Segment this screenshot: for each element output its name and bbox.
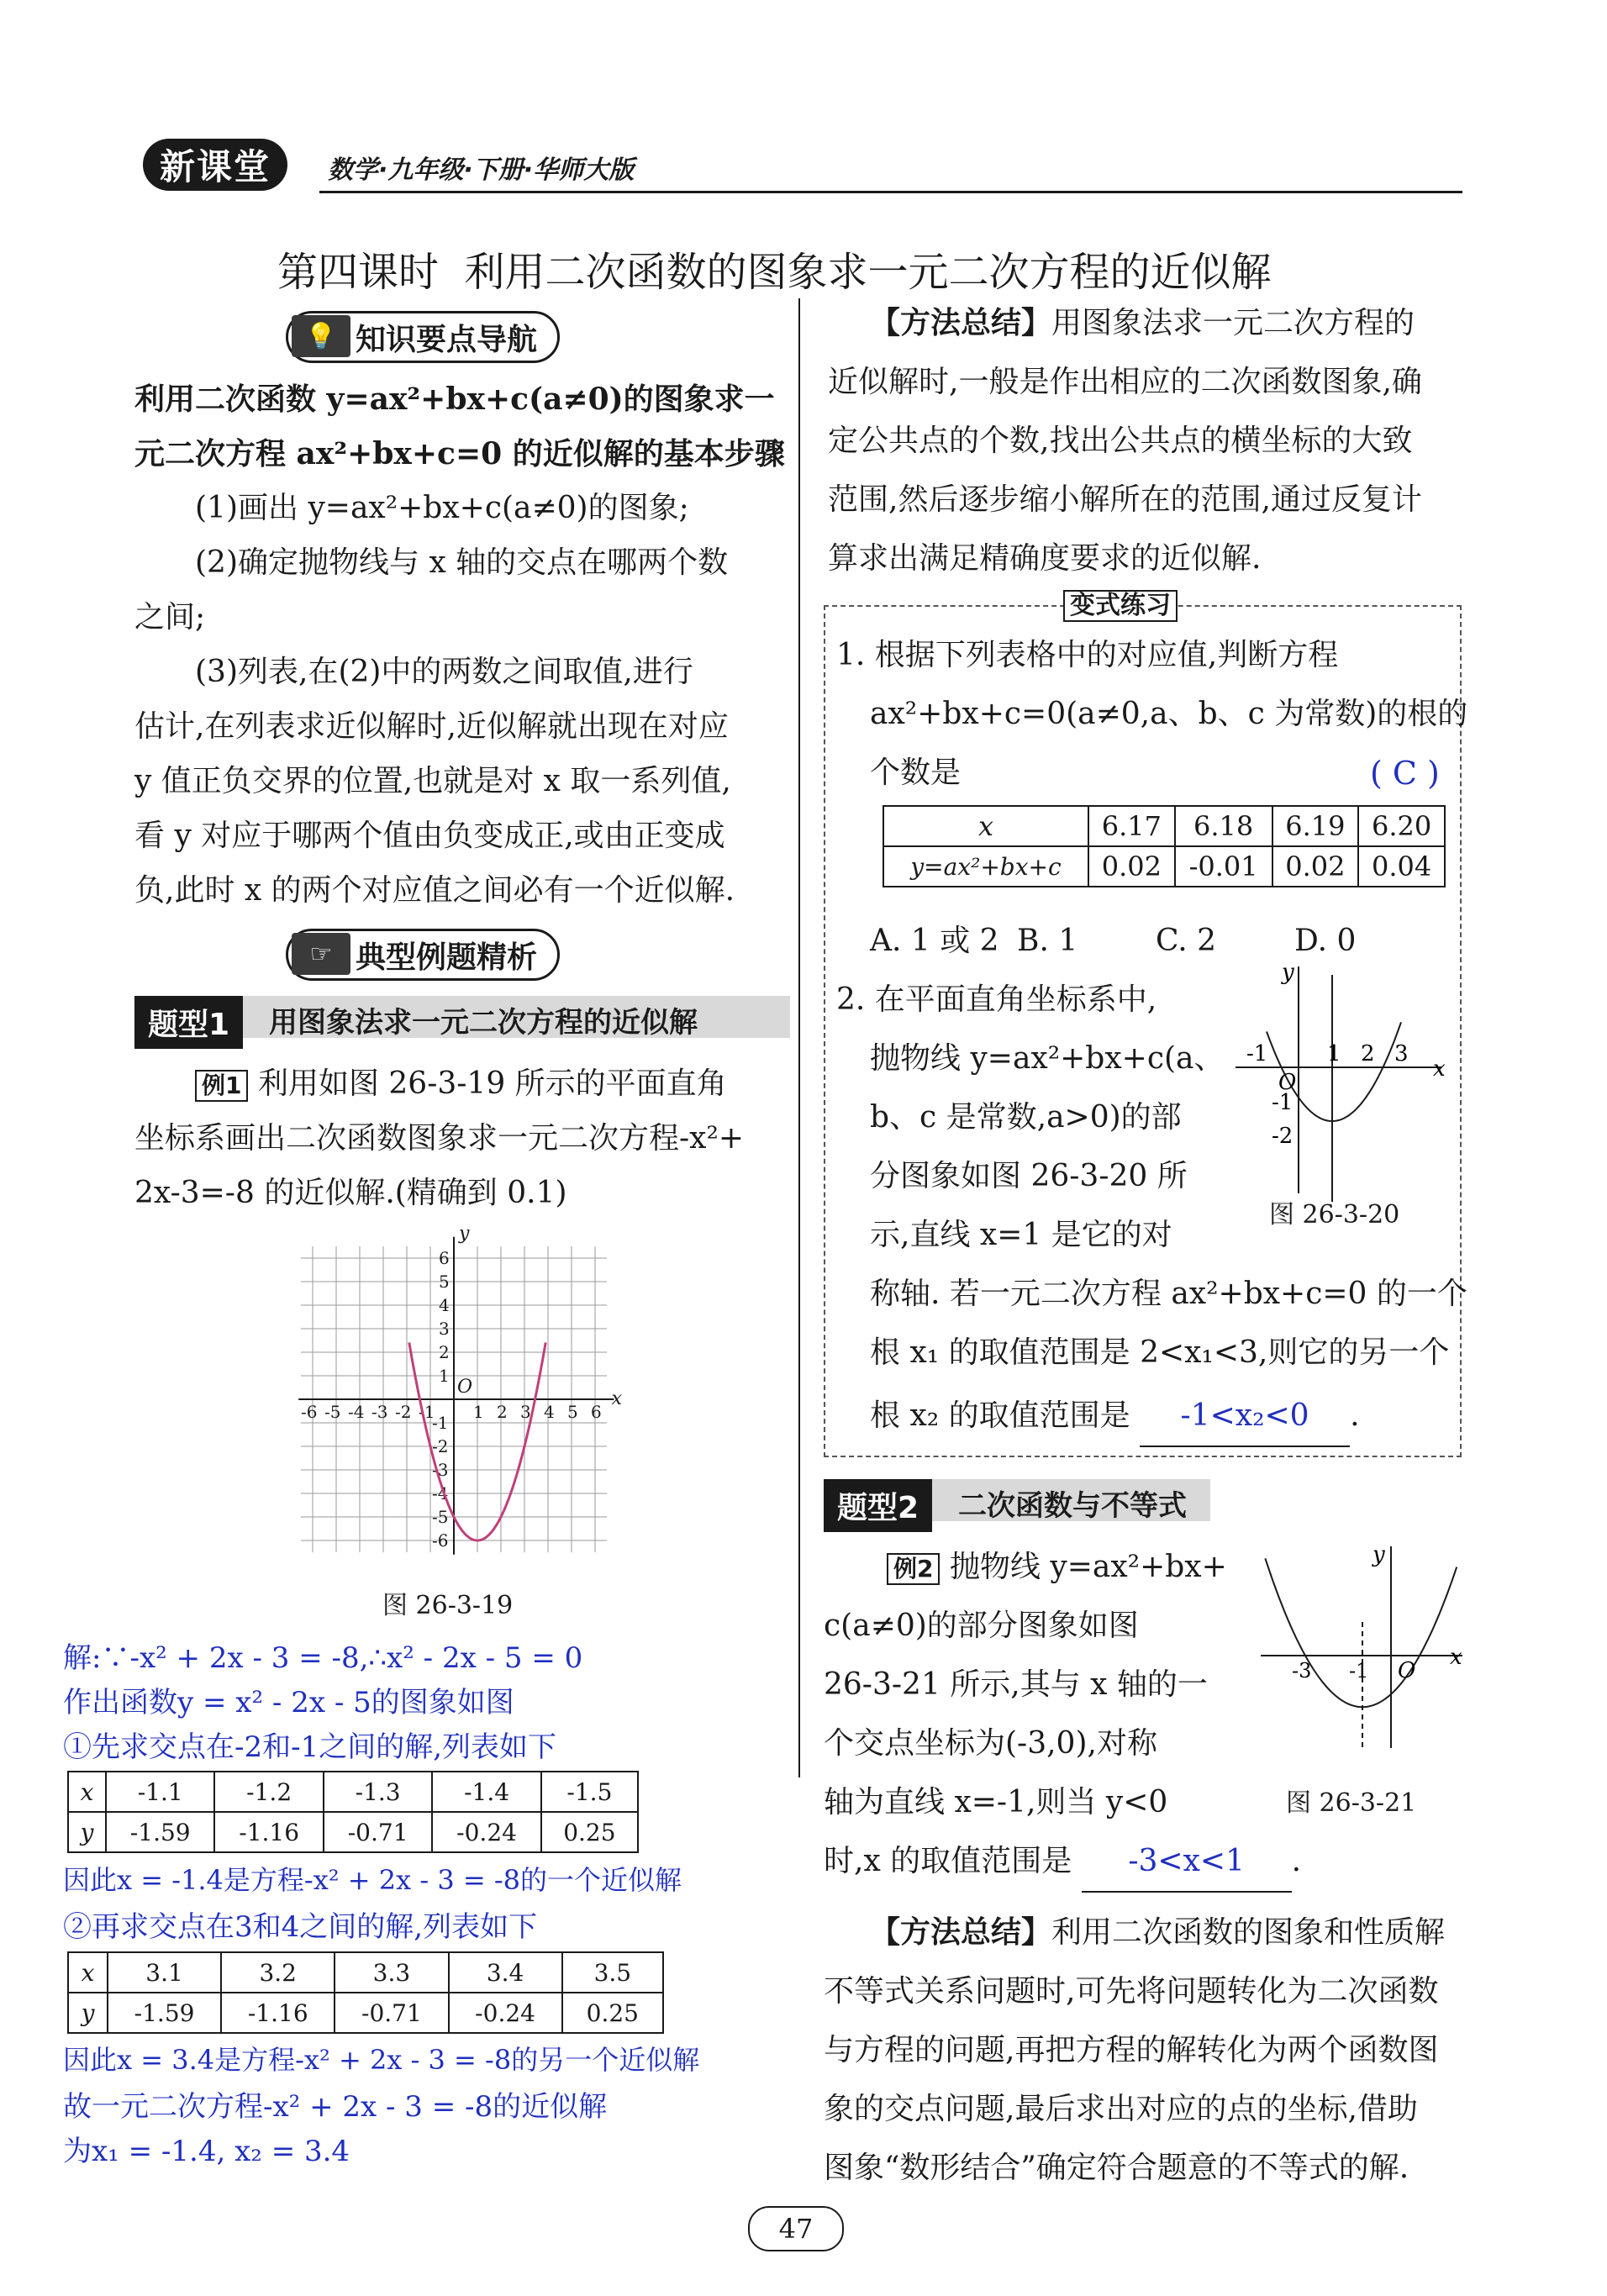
type1-bar: [134, 996, 790, 1042]
x-tick-label: -4: [348, 1402, 365, 1422]
table-cell: 3.4: [449, 1952, 562, 1993]
x-tick-label: 5: [567, 1402, 578, 1422]
y-tick-label: 2: [439, 1342, 450, 1362]
q1-option-a: A. 1 或 2: [870, 924, 999, 958]
solution-line2: 作出函数y = x² - 2x - 5的图象如图: [63, 1686, 514, 1719]
solution-line5: ②再求交点在3和4之间的解,列表如下: [63, 1910, 538, 1944]
fig21-content: [1261, 1542, 1462, 1748]
type1-tag: 题型1: [134, 996, 243, 1049]
example1-line1: [195, 1055, 727, 1114]
type2-bar: [824, 1479, 1210, 1525]
table-cell: x: [883, 806, 1088, 846]
method1-line4: 范围,然后逐步缩小解所在的范围,通过反复计: [828, 482, 1422, 517]
header: [126, 139, 1462, 197]
x-tick-label: -1: [419, 1402, 435, 1422]
header-subtitle: 数学·九年级·下册·华师大版: [328, 155, 635, 185]
y-tick-label: 5: [439, 1272, 450, 1292]
table-cell: 0.02: [1272, 846, 1359, 887]
table-cell: -1.2: [214, 1772, 323, 1812]
figure-26-3-20: [1227, 958, 1454, 1210]
origin-label: O: [457, 1377, 473, 1398]
table-cell: -1.5: [541, 1772, 638, 1812]
x-axis-label: x: [1450, 1645, 1462, 1670]
example2-line3: 26-3-21 所示,其与 x 轴的一: [824, 1667, 1208, 1702]
table-cell: 0.02: [1088, 846, 1175, 887]
type2-title: 二次函数与不等式: [958, 1489, 1187, 1523]
x-tick-label: 1: [473, 1402, 484, 1422]
q2-line2: 抛物线 y=ax²+bx+c(a、: [870, 1041, 1225, 1076]
method2-line2: 不等式关系问题时,可先将问题转化为二次函数: [824, 1974, 1439, 2009]
knowledge-bold-line1: 利用二次函数 y=ax²+bx+c(a≠0)的图象求一: [134, 382, 775, 417]
table-cell: x: [68, 1952, 108, 1993]
q2-line8-suffix: .: [1350, 1398, 1360, 1433]
table-cell: 6.19: [1272, 806, 1359, 846]
method1-text1: 用图象法求一元二次方程的: [1051, 306, 1415, 340]
knowledge-step2b: 之间;: [134, 600, 206, 635]
table-cell: -0.71: [335, 1993, 448, 2033]
y-tick-label: 4: [439, 1295, 450, 1315]
method1-line3: 定公共点的个数,找出公共点的横坐标的大致: [828, 424, 1413, 458]
x-axis-label: x: [611, 1388, 623, 1409]
knowledge-step2a: (2)确定抛物线与 x 轴的交点在哪两个数: [195, 545, 729, 580]
method1-line5: 算求出满足精确度要求的近似解.: [828, 541, 1262, 576]
example2-text1: 抛物线 y=ax²+bx+: [949, 1550, 1227, 1584]
page-number: 47: [778, 2213, 814, 2245]
fig20-caption: 图 26-3-20: [1269, 1200, 1400, 1230]
solution-line4: 因此x = -1.4是方程-x² + 2x - 3 = -8的一个近似解: [63, 1864, 682, 1896]
knowledge-step3c: y 值正负交界的位置,也就是对 x 取一系列值,: [134, 764, 731, 798]
y-tick-label: -5: [432, 1507, 449, 1527]
q1-option-b: B. 1: [1017, 924, 1078, 958]
y-tick-label: 3: [439, 1319, 450, 1339]
figure-26-3-21: [1252, 1538, 1471, 1756]
table-cell: -0.24: [432, 1812, 540, 1852]
knowledge-step3d: 看 y 对应于哪两个值由负变成正,或由正变成: [134, 819, 725, 853]
knowledge-step3e: 负,此时 x 的两个对应值之间必有一个近似解.: [134, 873, 735, 908]
knowledge-heading: 💡 知识要点导航: [286, 311, 560, 363]
type2-tag: 题型2: [824, 1479, 932, 1532]
column-divider: [798, 298, 800, 1777]
example2-line6: [824, 1832, 1301, 1893]
method2-line4: 象的交点问题,最后求出对应的点的坐标,借助: [824, 2092, 1418, 2126]
x-tick-label: 4: [544, 1402, 555, 1422]
q1-answer: ( C ): [1370, 755, 1440, 792]
q2-line1: 2. 在平面直角坐标系中,: [836, 982, 1157, 1017]
method1-line2: 近似解时,一般是作出相应的二次函数图象,确: [828, 365, 1422, 399]
table-cell: -1.59: [106, 1812, 214, 1852]
knowledge-step3b: 估计,在列表求近似解时,近似解就出现在对应: [134, 709, 729, 744]
method2-line1: [870, 1904, 1445, 1962]
y-axis-label: y: [459, 1223, 470, 1245]
examples-heading: ☞ 典型例题精析: [286, 929, 560, 981]
y-tick-label: -3: [432, 1460, 449, 1480]
q2-line8-prefix: 根 x₂ 的取值范围是: [870, 1398, 1130, 1433]
origin-label: O: [1398, 1658, 1416, 1683]
q1-option-d: D. 0: [1294, 924, 1357, 958]
x-tick-label: 2: [497, 1402, 508, 1422]
table-cell: -1.16: [221, 1993, 335, 2033]
example2-line5: 轴为直线 x=-1,则当 y<0: [824, 1785, 1168, 1819]
parabola: [1265, 1558, 1457, 1707]
table-cell: y=ax²+bx+c: [883, 846, 1088, 887]
q1-option-c: C. 2: [1156, 924, 1217, 958]
practice-label: 变式练习: [1063, 590, 1178, 622]
method2-line5: 图象“数形结合”确定符合题意的不等式的解.: [824, 2151, 1409, 2185]
x-tick-label: -5: [324, 1402, 341, 1422]
example1-label: 例1: [195, 1070, 248, 1102]
solution-table2-row-x: [68, 1952, 663, 1993]
knowledge-step1: (1)画出 y=ax²+bx+c(a≠0)的图象;: [195, 491, 689, 525]
q1-table-row-y: [883, 846, 1445, 887]
y-tick-label: -1: [432, 1413, 449, 1433]
example2-label: 例2: [887, 1553, 940, 1585]
method2-line3: 与方程的问题,再把方程的解转化为两个函数图: [824, 2033, 1439, 2067]
y-tick-label: -2: [1272, 1124, 1294, 1149]
q2-line4: 分图象如图 26-3-20 所: [870, 1159, 1188, 1193]
origin-label: O: [1278, 1070, 1297, 1095]
figure-26-3-19: [294, 1223, 630, 1584]
table-cell: 6.18: [1175, 806, 1272, 846]
table-cell: 3.2: [221, 1952, 335, 1993]
y-tick-label: -1: [1272, 1090, 1294, 1115]
x-tick-label: -3: [1292, 1659, 1312, 1683]
q2-line5: 示,直线 x=1 是它的对: [870, 1218, 1172, 1252]
table-cell: 6.17: [1088, 806, 1175, 846]
table-cell: 0.25: [562, 1993, 663, 2033]
table-cell: y: [68, 1993, 108, 2033]
q2-line3: b、c 是常数,a>0)的部: [870, 1100, 1182, 1135]
solution-line3: ①先求交点在-2和-1之间的解,列表如下: [63, 1730, 557, 1764]
fig19-axes: [298, 1237, 614, 1555]
q1-line2: ax²+bx+c=0(a≠0,a、b、c 为常数)的根的: [870, 697, 1468, 731]
table-cell: y: [68, 1812, 106, 1852]
q1-line3: 个数是: [870, 756, 962, 790]
method1-line1: [870, 294, 1415, 353]
y-axis-label: y: [1282, 960, 1294, 985]
table-cell: x: [68, 1772, 106, 1812]
q2-answer-blank: -1<x₂<0: [1140, 1387, 1350, 1447]
x-tick-label: 3: [520, 1402, 531, 1422]
knowledge-bold-line2: 元二次方程 ax²+bx+c=0 的近似解的基本步骤: [134, 436, 785, 471]
header-rule: [319, 191, 1462, 193]
table-cell: -1.4: [432, 1772, 540, 1812]
table-cell: -1.3: [324, 1772, 432, 1812]
example1-line2: 坐标系画出二次函数图象求一元二次方程-x²+: [134, 1121, 745, 1156]
fig19-tick-labels: [301, 1224, 623, 1551]
example2-line6-suffix: .: [1291, 1844, 1302, 1878]
fig21-caption: 图 26-3-21: [1286, 1788, 1417, 1818]
knowledge-step3a: (3)列表,在(2)中的两数之间取值,进行: [195, 655, 693, 689]
table-cell: -1.16: [214, 1812, 323, 1852]
x-tick-label: 2: [1361, 1041, 1375, 1066]
solution-table1-row-y: [68, 1812, 638, 1852]
x-tick-label: -3: [371, 1402, 388, 1422]
solution-line6: 因此x = 3.4是方程-x² + 2x - 3 = -8的另一个近似解: [63, 2044, 700, 2076]
example1-line3: 2x-3=-8 的近似解.(精确到 0.1): [134, 1176, 567, 1210]
solution-table1: [67, 1771, 639, 1853]
table-cell: -0.01: [1175, 846, 1272, 887]
x-axis-label: x: [1433, 1056, 1446, 1082]
method1-label: 【方法总结】: [870, 306, 1052, 340]
publisher-logo: 新课堂: [143, 139, 287, 191]
type1-title: 用图象法求一元二次方程的近似解: [269, 1006, 698, 1040]
lesson-title: 第四课时 利用二次函数的图象求一元二次方程的近似解: [277, 249, 1272, 296]
example2-line1: [887, 1538, 1227, 1597]
table-cell: -0.71: [324, 1812, 432, 1852]
y-tick-label: -4: [432, 1483, 449, 1503]
x-tick-label: 3: [1394, 1041, 1409, 1066]
solution-line7: 故一元二次方程-x² + 2x - 3 = -8的近似解: [63, 2090, 608, 2124]
q2-line7: 根 x₁ 的取值范围是 2<x₁<3,则它的另一个: [870, 1335, 1450, 1370]
solution-table1-row-x: [68, 1772, 638, 1812]
table-cell: 3.5: [562, 1952, 663, 1993]
lightbulb-book-icon: 💡: [292, 315, 350, 357]
q1-table: [883, 805, 1446, 887]
table-cell: 3.1: [108, 1952, 221, 1993]
table-cell: -1.59: [108, 1993, 221, 2033]
x-tick-label: 1: [1327, 1041, 1341, 1066]
q2-line8: [870, 1387, 1360, 1447]
y-tick-label: 1: [439, 1366, 450, 1386]
q1-table-row-x: [883, 806, 1445, 846]
example1-text1: 利用如图 26-3-19 所示的平面直角: [257, 1066, 727, 1101]
solution-line8: 为x₁ = -1.4, x₂ = 3.4: [63, 2135, 350, 2168]
table-cell: -0.24: [449, 1993, 562, 2033]
y-tick-label: 6: [439, 1248, 450, 1268]
y-tick-label: -6: [432, 1530, 449, 1551]
table-cell: 0.04: [1358, 846, 1445, 887]
example2-line4: 个交点坐标为(-3,0),对称: [824, 1726, 1157, 1761]
x-tick-label: -1: [1349, 1659, 1369, 1683]
fig19-caption: 图 26-3-19: [382, 1591, 514, 1620]
method2-label: 【方法总结】: [870, 1915, 1052, 1950]
q1-line1: 1. 根据下列表格中的对应值,判断方程: [836, 638, 1339, 672]
table-cell: 0.25: [541, 1812, 638, 1852]
fig20-content: [1236, 960, 1446, 1202]
solution-table2-row-y: [68, 1993, 663, 2033]
y-tick-label: -2: [432, 1436, 449, 1456]
hand-book-icon: ☞: [292, 933, 350, 975]
table-cell: 3.3: [335, 1952, 448, 1993]
x-tick-label: -1: [1246, 1041, 1268, 1066]
table-cell: 6.20: [1358, 806, 1445, 846]
solution-line1: 解:∵-x² + 2x - 3 = -8,∴x² - 2x - 5 = 0: [63, 1641, 583, 1675]
x-tick-label: -6: [301, 1402, 318, 1422]
page-number-ornament: [748, 2206, 844, 2251]
y-axis-label: y: [1373, 1542, 1385, 1567]
example2-line2: c(a≠0)的部分图象如图: [824, 1609, 1139, 1643]
example2-answer-blank: -3<x<1: [1082, 1832, 1292, 1893]
method2-text1: 利用二次函数的图象和性质解: [1051, 1915, 1446, 1950]
example2-line6-prefix: 时,x 的取值范围是: [824, 1844, 1072, 1878]
x-tick-label: 6: [591, 1402, 602, 1422]
q2-line6: 称轴. 若一元二次方程 ax²+bx+c=0 的一个: [870, 1277, 1467, 1311]
solution-table2: [67, 1951, 664, 2034]
x-tick-label: -2: [395, 1402, 412, 1422]
table-cell: -1.1: [106, 1772, 214, 1812]
